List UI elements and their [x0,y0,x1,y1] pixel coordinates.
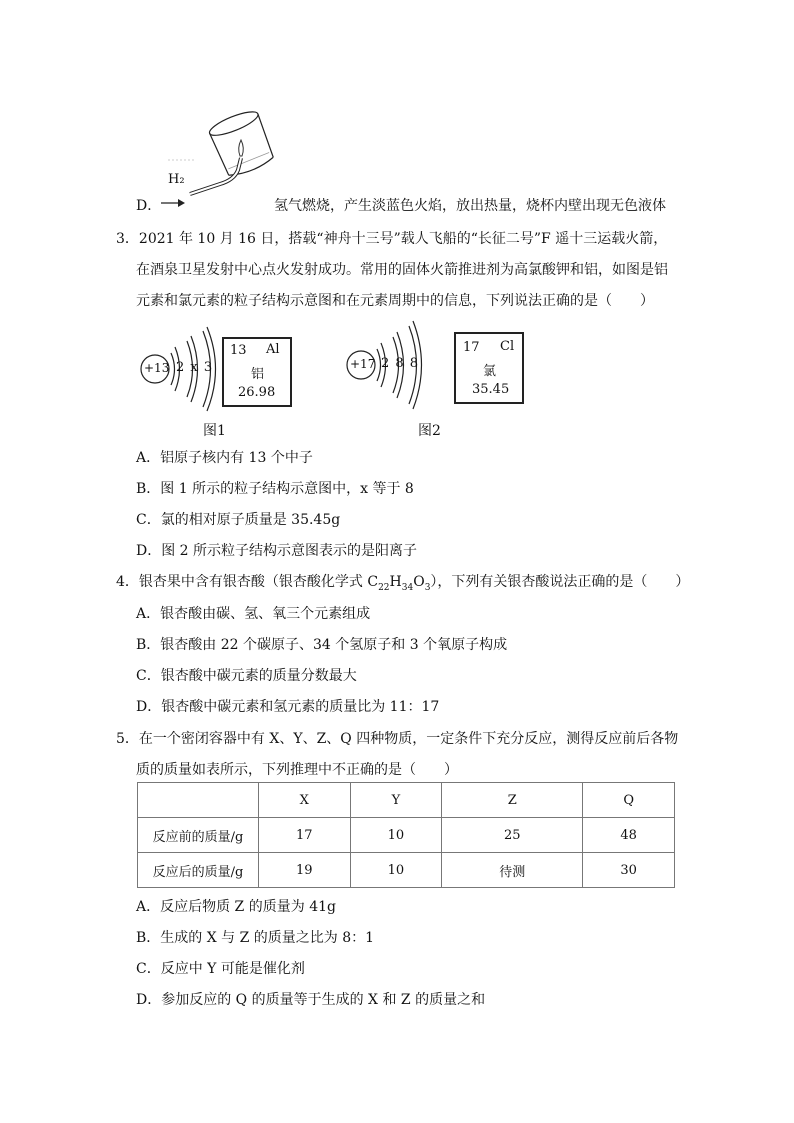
ginkgolic-acid-formula: $C_{22}H_{34}O_3$ [367,574,431,593]
al-chinese-name: 铝 [251,367,265,382]
header-cell: Z [442,783,583,818]
header-cell: Y [350,783,442,818]
q3-option-a: A．铝原子核内有 13 个中子 [136,450,313,466]
arrow-icon [160,196,186,210]
cl-symbol: Cl [500,339,515,354]
q4-option-b: B．银杏酸由 22 个碳原子、34 个氢原子和 3 个氧原子构成 [136,637,508,653]
header-cell: Q [583,783,675,818]
cl-electron-shells: 2 8 8 [381,356,419,371]
fig2-caption: 图2 [418,423,441,439]
q4-stem-before: 4．银杏果中含有银杏酸（银杏酸化学式 [116,574,368,590]
al-element-card [222,337,292,407]
cl-chinese-name: 氯 [483,364,497,379]
table-cell: 10 [350,853,442,888]
row-label: 反应后的质量/g [138,853,259,888]
fig1-caption: 图1 [203,423,226,439]
table-cell: 19 [259,853,351,888]
table-cell: 25 [442,818,583,853]
table-cell: 10 [350,818,442,853]
table-cell: 30 [583,853,675,888]
table-cell: 48 [583,818,675,853]
table-cell: 17 [259,818,351,853]
q3-option-c: C．氯的相对原子质量是 35.45g [136,512,341,528]
cl-element-card [454,332,524,404]
q5-line1: 5．在一个密闭容器中有 X、Y、Z、Q 四种物质，一定条件下充分反应，测得反应前后各物 [116,731,679,747]
q4-option-a: A．银杏酸由碳、氢、氧三个元素组成 [136,606,371,622]
q3-line1: 3．2021 年 10 月 16 日，搭载“神舟十三号”载人飞船的“长征二号”F 遥十三运载火箭， [116,231,668,247]
gas-label: H₂ [168,172,185,187]
option-d-text: 氢气燃烧，产生淡蓝色火焰，放出热量，烧杯内壁出现无色液体 [274,198,666,214]
cl-atomic-number: 17 [463,340,480,355]
q3-option-b: B．图 1 所示的粒子结构示意图中，x 等于 8 [136,481,414,497]
table-row [138,818,675,853]
al-electron-shells: 2 x 3 [176,360,213,375]
q3-option-d: D．图 2 所示粒子结构示意图表示的是阳离子 [136,543,418,559]
table-row [138,853,675,888]
table-header-row [138,783,675,818]
row-label: 反应前的质量/g [138,818,259,853]
q5-line2: 质的质量如表所示，下列推理中不正确的是（ ） [136,762,458,778]
q4-stem-after: ），下列有关银杏酸说法正确的是（ ） [430,574,690,590]
cl-nucleus-charge: +17 [350,357,376,371]
q5-option-b: B．生成的 X 与 Z 的质量之比为 8：1 [136,930,375,946]
q3-line2: 在酒泉卫星发射中心点火发射成功。常用的固体火箭推进剂为高氯酸钾和铝，如图是铝 [136,262,668,278]
cl-atomic-mass: 35.45 [472,382,510,397]
q5-option-a: A．反应后物质 Z 的质量为 41g [136,899,336,915]
q4-stem [116,571,689,593]
q5-option-c: C．反应中 Y 可能是催化剂 [136,961,305,977]
q4-option-c: C．银杏酸中碳元素的质量分数最大 [136,668,357,684]
al-atomic-number: 13 [230,343,247,358]
q3-line3: 元素和氯元素的粒子结构示意图和在元素周期中的信息，下列说法正确的是（ ） [136,293,654,309]
al-nucleus-charge: +13 [144,361,170,375]
table-cell: 待测 [442,853,583,888]
header-cell: X [259,783,351,818]
q4-option-d: D．银杏酸中碳元素和氢元素的质量比为 11：17 [136,699,440,715]
al-atomic-mass: 26.98 [238,385,276,400]
al-symbol: Al [266,342,280,357]
option-letter-d: D． [136,198,162,214]
q5-option-d: D．参加反应的 Q 的质量等于生成的 X 和 Z 的质量之和 [136,992,486,1008]
mass-table [137,782,675,888]
